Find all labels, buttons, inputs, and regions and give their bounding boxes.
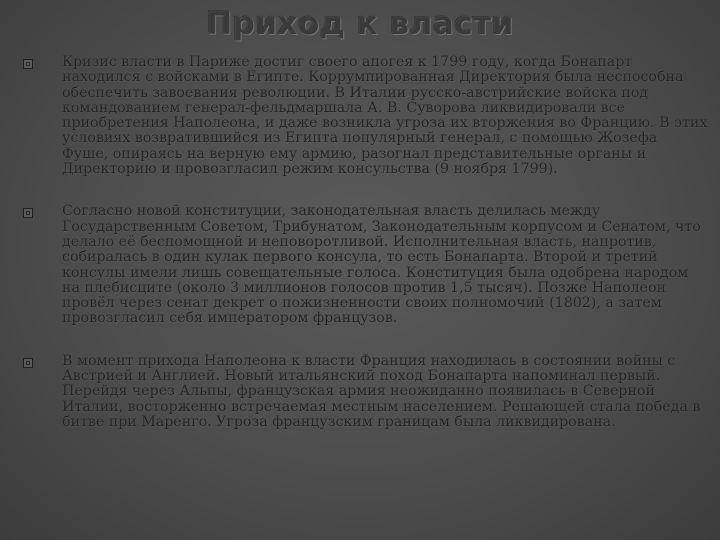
bullet-item <box>18 55 708 177</box>
square-bullet-icon <box>23 358 33 368</box>
bullet-text: Кризис власти в Париже достиг своего апогея к 1799 году, когда Бонапарт находился с войсками в Египте. Коррумпированная Директория была неспособна обеспечить завоевания революции. В Италии русско-австрийские войска под командованием генерал-фельдмаршала А. В. Суворова ликвидировали все приобретения Наполеона, и даже возникла угроза их вторжения во Францию. В этих условиях возвратившийся из Египта популярный генерал, с помощью Жозефа Фуше, опираясь на верную ему армию, разогнал представительные органы и Директорию и провозгласил режим консульства (9 ноября 1799). <box>62 54 708 178</box>
bullet-item <box>18 204 708 326</box>
square-bullet-icon <box>23 208 33 218</box>
bullet-item <box>18 354 708 430</box>
slide-title: Приход к власти <box>206 6 514 42</box>
bullet-list <box>18 55 708 457</box>
square-bullet-icon <box>23 59 33 69</box>
bullet-text: Согласно новой конституции, законодательная власть делилась между Государственным Советом, Трибунатом, Законодательным корпусом и Сенатом, что делало её беспомощной и неповоротливой. Исполнительная власть, напротив, собиралась в один кулак первого консула, то есть Бонапарта. Второй и третий консулы имели лишь совещательные голоса. Конституция была одобрена народом на плебисците (около 3 миллионов голосов против 1,5 тысяч). Позже Наполеон провёл через сенат декрет о пожизненности своих полномочий (1802), а затем провозгласил себя императором французов. <box>62 203 701 327</box>
bullet-text: В момент прихода Наполеона к власти Франция находилась в состоянии войны с Австрией и Англией. Новый итальянский поход Бонапарта напоминал первый. Перейдя через Альпы, французская армия неожиданно появилась в Северной Италии, восторженно встречаемая местным населением. Решающей стала победа в битве при Маренго. Угроза французским границам была ликвидирована. <box>62 352 701 430</box>
